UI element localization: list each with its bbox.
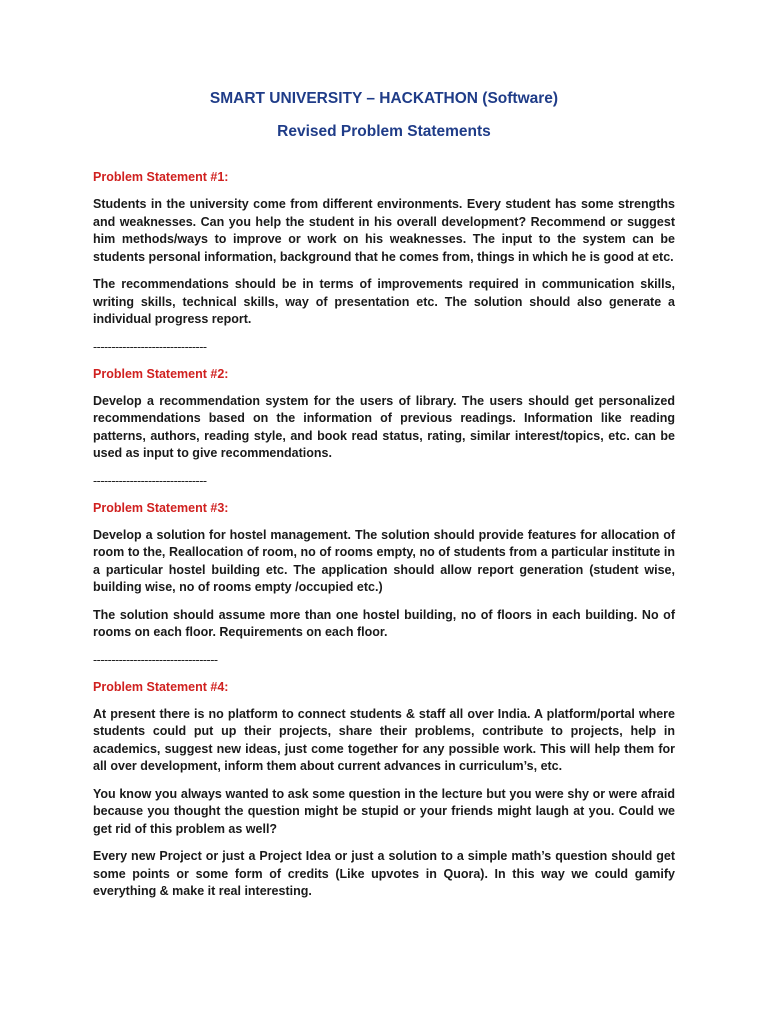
- problem-paragraph: Students in the university come from different environments. Every student has some strengths and weaknesses. Can you help the student in his overall development? Recommend or suggest him methods/ways to improve or work on his weaknesses. The input to the system can be students personal information, background that he comes from, things in which he is good at etc.: [93, 197, 675, 264]
- problem-statement-3: [93, 500, 675, 669]
- problem-paragraph: Develop a solution for hostel management. The solution should provide features for allocation of room to the, Reallocation of room, no of rooms empty, no of students from a particular institute in a particular hostel building etc. The application should allow report generation (student wise, building wise, no of rooms empty /occupied etc.): [93, 527, 675, 594]
- problem-statement-4: [93, 679, 675, 901]
- problem-paragraph: You know you always wanted to ask some question in the lecture but you were shy or were afraid because you thought the question might be stupid or your friends might laugh at you. Could we get rid of this problem as well?: [93, 786, 675, 836]
- document-page: [93, 88, 675, 911]
- problem-heading: Problem Statement #3:: [93, 500, 229, 515]
- problem-heading: Problem Statement #2:: [93, 366, 229, 381]
- document-title: SMART UNIVERSITY – HACKATHON (Software): [209, 90, 559, 107]
- problem-statement-1: [93, 169, 675, 356]
- problem-paragraph: Develop a recommendation system for the users of library. The users should get personalized recommendations based on the information of previous readings. Information like reading patterns, authors, reading style, and book read status, rating, similar interest/topics, etc. can be used as input to give recommendations.: [93, 393, 675, 460]
- problem-paragraph: The solution should assume more than one hostel building, no of floors in each building. No of rooms on each floor. Requirements on each floor.: [93, 607, 675, 639]
- problem-paragraph: At present there is no platform to connect students & staff all over India. A platform/portal where students could put up their projects, share their problems, contribute to projects, help in academics, suggest new ideas, just come together for any possible work. This will help them for all over development, inform them about current advances in curriculum’s, etc.: [93, 706, 675, 773]
- problem-paragraph: The recommendations should be in terms of improvements required in communication skills, writing skills, technical skills, way of presentation etc. The solution should also generate a individual progress report.: [93, 277, 675, 326]
- document-subtitle: Revised Problem Statements: [277, 123, 491, 140]
- section-divider: -------------------------------: [93, 473, 207, 488]
- problem-statement-2: [93, 366, 675, 490]
- problem-paragraph: Every new Project or just a Project Idea or just a solution to a simple math’s question should get some points or some form of credits (Like upvotes in Quora). In this way we could gamify everything & make it real interesting.: [93, 849, 675, 898]
- problem-heading: Problem Statement #4:: [93, 679, 229, 694]
- section-divider: ----------------------------------: [93, 652, 218, 667]
- problem-heading: Problem Statement #1:: [93, 170, 229, 184]
- section-divider: -------------------------------: [93, 339, 207, 354]
